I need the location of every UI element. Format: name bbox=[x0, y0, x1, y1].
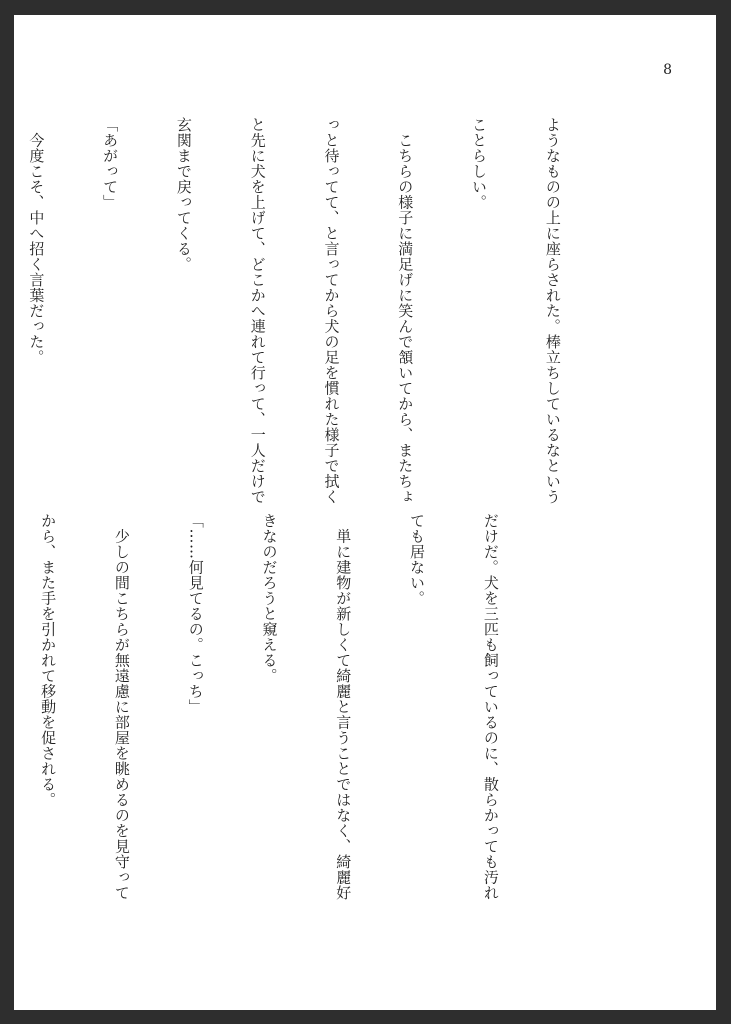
text-line: ことらしい。 bbox=[470, 117, 489, 210]
text-line: 単に建物が新しくて綺麗と言うことではなく、綺麗好 bbox=[334, 513, 353, 901]
text-line: ても居ない。 bbox=[408, 513, 427, 606]
text-line: こちらの様子に満足げに笑んで頷いてから、またちょ bbox=[396, 117, 415, 505]
text-line: ようなものの上に座らされた。棒立ちしているなという bbox=[543, 117, 562, 505]
text-line: から、また手を引かれて移動を促される。 bbox=[39, 513, 58, 808]
text-line: っと待ってて、と言ってから犬の足を慣れた様子で拭く bbox=[322, 117, 341, 505]
page-number: 8 bbox=[663, 62, 672, 78]
text-line: 「……何見てるの。こっち」 bbox=[186, 513, 205, 715]
document-page bbox=[14, 15, 716, 1010]
text-line: 少しの間こちらが無遠慮に部屋を眺めるのを見守って bbox=[112, 513, 131, 901]
text-line: きなのだろうと窺える。 bbox=[260, 513, 279, 684]
text-line: だけだ。犬を三匹も飼っているのに、散らかっても汚れ bbox=[481, 513, 500, 901]
text-line: 玄関まで戻ってくる。 bbox=[174, 117, 193, 272]
text-line: と先に犬を上げて、どこかへ連れて行って、一人だけで bbox=[248, 117, 267, 505]
text-line: 今度こそ、中へ招く言葉だった。 bbox=[27, 117, 46, 365]
text-column-bottom bbox=[14, 513, 552, 913]
text-column-top bbox=[14, 117, 614, 512]
text-line: 「あがって」 bbox=[101, 117, 120, 210]
